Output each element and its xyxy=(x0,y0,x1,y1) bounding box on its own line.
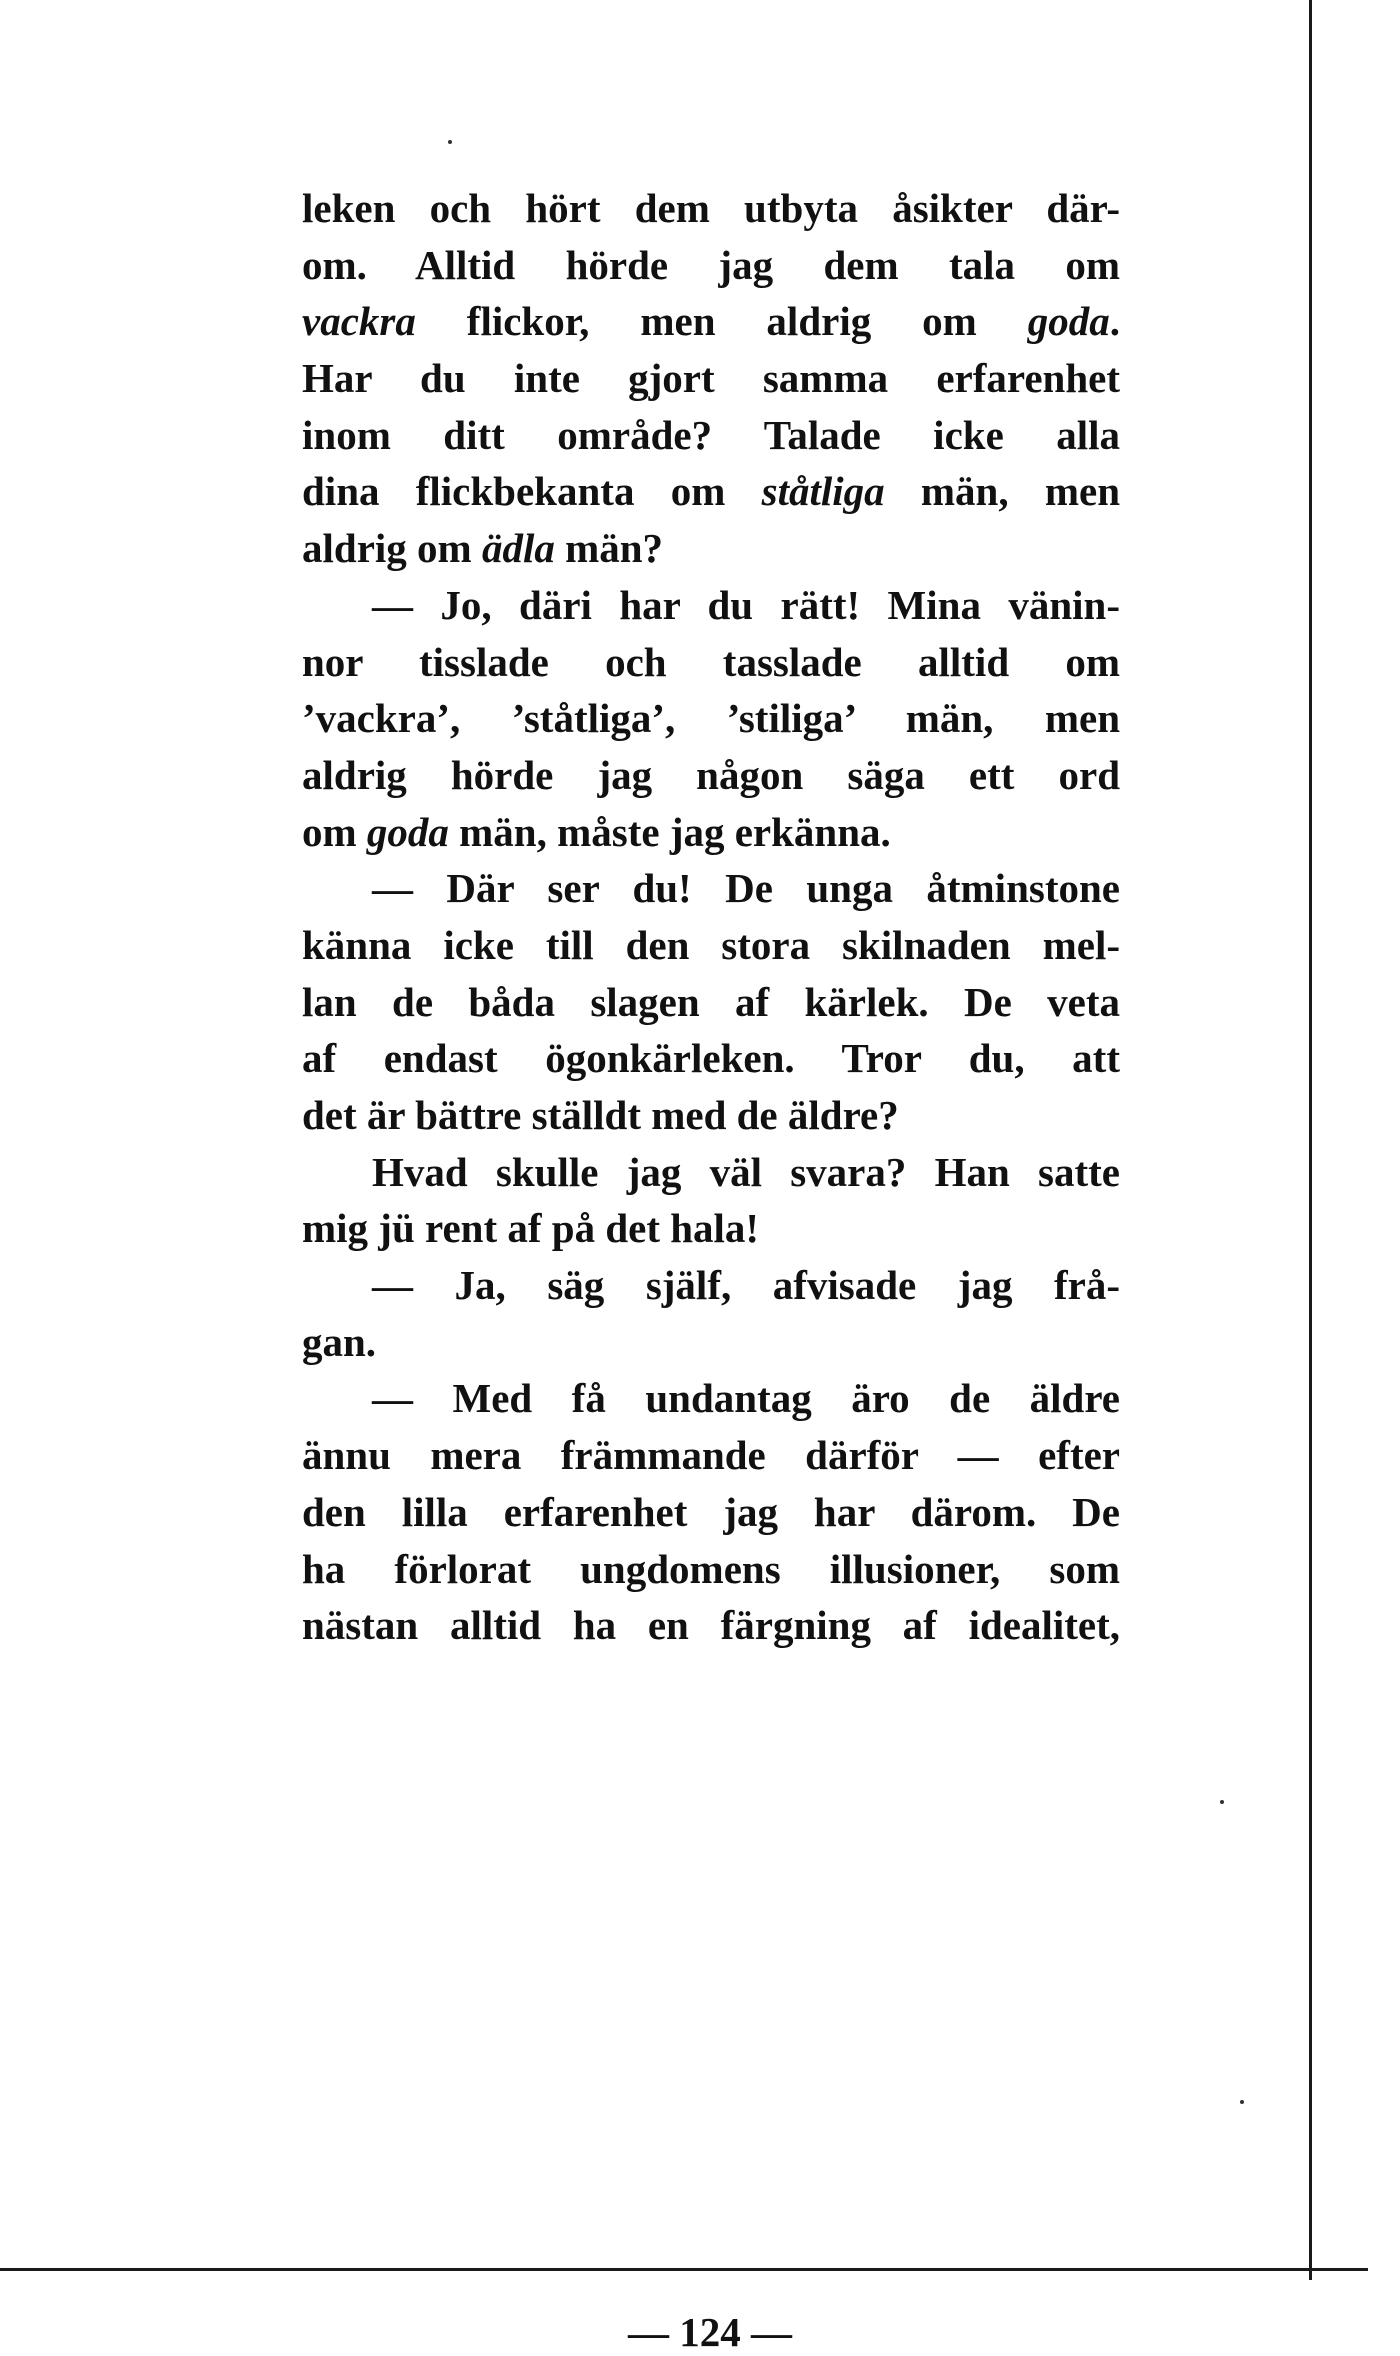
text-line: leken och hört dem utbyta åsikter där- xyxy=(302,185,1120,231)
page-edge-rule xyxy=(1309,0,1312,2280)
text-line: — Där ser du! De unga åtminstone xyxy=(372,865,1120,912)
text-line: ha förlorat ungdomens illusioner, som xyxy=(302,1545,1120,1592)
text-line: inom ditt område? Talade icke alla xyxy=(302,411,1120,458)
print-speck xyxy=(448,140,452,144)
text-line: — Ja, säg själf, afvisade jag frå- xyxy=(372,1262,1120,1309)
emphasis: goda xyxy=(366,808,449,855)
text-line: dina flickbekanta om ståtliga män, men xyxy=(302,468,1121,515)
text-line: den lilla erfarenhet jag har därom. De xyxy=(302,1488,1120,1535)
text-line: lan de båda slagen af kärlek. De veta xyxy=(302,978,1120,1025)
text-line: aldrig om ädla män? xyxy=(302,525,664,572)
emphasis: ståtliga xyxy=(761,468,885,515)
page-bottom-rule xyxy=(0,2268,1368,2271)
text-line: — Med få undantag äro de äldre xyxy=(372,1375,1120,1422)
text-line: Har du inte gjort samma erfarenhet xyxy=(302,355,1120,402)
text-line: känna icke till den stora skilnaden mel- xyxy=(302,921,1120,968)
text-line: — Jo, däri har du rätt! Mina vänin- xyxy=(372,581,1120,628)
emphasis: ädla xyxy=(481,525,555,572)
text-line: af endast ögonkärleken. Tror du, att xyxy=(302,1035,1120,1082)
text-line: Hvad skulle jag väl svara? Han satte xyxy=(372,1148,1120,1195)
text-line: om. Alltid hörde jag dem tala om xyxy=(302,241,1120,288)
text-line: ’vackra’, ’ståtliga’, ’stiliga’ män, men xyxy=(302,695,1120,742)
text-line: nor tisslade och tasslade alltid om xyxy=(302,638,1120,685)
print-speck xyxy=(1240,2100,1244,2104)
emphasis: vackra xyxy=(302,298,416,345)
body-text xyxy=(302,180,1120,1654)
text-line: ännu mera främmande därför — efter xyxy=(302,1432,1120,1479)
text-line: gan. xyxy=(302,1318,377,1365)
text-line: om goda män, måste jag erkänna. xyxy=(302,808,891,855)
text-line: aldrig hörde jag någon säga ett ord xyxy=(302,751,1120,798)
print-speck xyxy=(1220,1800,1224,1804)
text-line: nästan alltid ha en färgning af idealitet, xyxy=(302,1602,1120,1649)
text-line: mig jü rent af på det hala! xyxy=(302,1205,760,1252)
text-line: det är bättre ställdt med de äldre? xyxy=(302,1092,899,1138)
text-line: vackra flickor, men aldrig om goda. xyxy=(302,298,1120,345)
page-number: — 124 — xyxy=(628,2309,792,2355)
emphasis: goda xyxy=(1027,298,1110,345)
